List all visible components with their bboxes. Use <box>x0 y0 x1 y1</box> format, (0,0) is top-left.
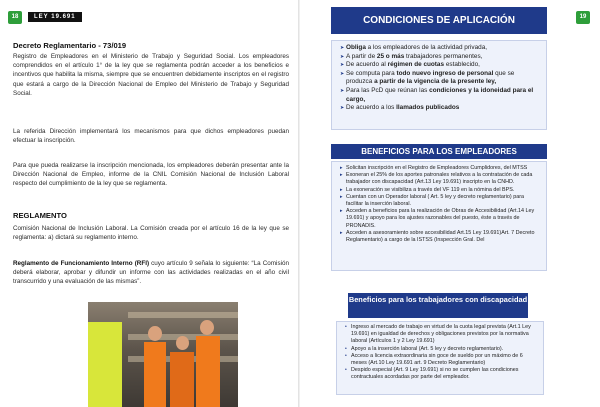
page-number-left: 18 <box>8 11 22 24</box>
beneficios-trabajadores-box <box>336 321 544 395</box>
condicion-item: ➤ A partir de 25 o más trabajadores permanentes, <box>340 53 542 62</box>
paragraph-rfi <box>13 259 289 287</box>
beneficio-trabajador-item: • Ingreso al mercado de trabajo en virtud de la cuota legal prevista (Art.1 Ley 19.691) en igualdad de derechos y obligaciones previstos por la normativa laboral (Artículos 1 y 2 Ley 19.691) <box>345 324 539 346</box>
condicion-item: ➤ De acuerdo al régimen de cuotas establecido, <box>340 61 542 70</box>
paragraph-mecanismos: La referida Dirección implementará los mecanismos para que dichos empleadores puedan efectuar la inscripción. <box>13 128 289 145</box>
beneficio-empleador-item: ▸ Solicitan inscripción en el Registro de Empleadores Cumplidores, del MTSS <box>340 165 542 172</box>
condiciones-title: CONDICIONES DE APLICACIÓN <box>331 7 547 34</box>
beneficio-empleador-item: ▸ Cuentan con un Operador laboral ( Art. 5 ley y decreto reglamentario) para facilitar la inserción laboral. <box>340 194 542 208</box>
condiciones-list <box>332 44 546 113</box>
beneficio-empleador-item: ▸ La exoneración se visibiliza a través del VF 119 en la nómina del BPS. <box>340 187 542 194</box>
condicion-item: ➤ De acuerdo a los llamados publicados <box>340 104 542 113</box>
rfi-text: cuyo artículo 9 señala lo siguiente: “La Comisión deberá elaborar, aprobar y difundir un informe con las actividades realizadas en el año civil transcurrido y una evaluación de las mismas”. <box>13 260 289 286</box>
beneficio-empleador-item: ▸ Exoneran el 25% de los aportes patronales relativos a la contratación de cada trabajador con discapacidad (Art.13 Ley 19.691) inscripto en la CNHD. <box>340 172 542 186</box>
page-number-right: 19 <box>576 11 590 24</box>
beneficio-trabajador-item: • Despido especial (Art. 9 Ley 19.691) si no se cumplen las condiciones contractuales acordadas por parte del empleador. <box>345 367 539 381</box>
beneficios-trabajadores-list <box>337 324 543 382</box>
beneficio-trabajador-item: • Acceso a licencia extraordinaria sin goce de sueldo por un máximo de 6 meses (Art.10 Ley 19.691 art. 9 Decreto Reglamentario) <box>345 353 539 367</box>
beneficios-empleadores-box <box>331 161 547 271</box>
beneficio-empleador-item: ▸ Acceden a beneficios para la realización de Obras de Accesibilidad (Art.14 Ley 19.691) y apoyo para los ajustes razonables del puesto, éste a través de PRONADIS. <box>340 208 542 230</box>
law-tag: LEY 19.691 <box>28 12 82 22</box>
beneficios-trabajadores-title: Beneficios para los trabajadores con discapacidad <box>348 293 528 318</box>
beneficios-empleadores-list <box>332 165 546 244</box>
reglamento-title: REGLAMENTO <box>13 211 67 220</box>
paragraph-inscripcion: Para que pueda realizarse la inscripción mencionada, los empleadores deberán presentar ante la Dirección Nacional de Empleo, informe de la CNIL Comisión Nacional de Inclusión Laboral respecto del cumplimiento de la ley que se reglamenta. <box>13 162 289 188</box>
decree-title: Decreto Reglamentario - 73/019 <box>13 41 127 50</box>
paragraph-comision: Comisión Nacional de Inclusión Laboral. La Comisión creada por el artículo 16 de la ley que se reglamenta: a) dictará su reglamento interno. <box>13 225 289 242</box>
condiciones-box <box>331 40 547 130</box>
condicion-item: ➤ Obliga a los empleadores de la actividad privada, <box>340 44 542 53</box>
condicion-item: ➤ Se computa para todo nuevo ingreso de personal que se produzca a partir de la vigencia de la presente ley, <box>340 70 542 87</box>
beneficios-empleadores-title: BENEFICIOS PARA LOS EMPLEADORES <box>331 144 547 159</box>
rfi-label: Reglamento de Funcionamiento Interno (RFI) <box>13 260 150 267</box>
paragraph-registro: Registro de Empleadores en el Ministerio de Trabajo y Seguridad Social. Los empleadores comprendidos en el artículo 1° de la ley que se reglamenta podrán acceder a los beneficios e incentivos que habilita la misma, siempre que se encuentren debidamente inscriptos en el registro que estará a cargo de la Dirección Nacional de Empleo del Ministerio de Trabajo y Seguridad Social. <box>13 53 289 97</box>
beneficio-empleador-item: ▸ Acceden a asesoramiento sobre accesibilidad Art.15 Ley 19.691)Art. 7 Decreto Reglamentario) a cargo de la ISTSS (Inspección Gral. Del <box>340 230 542 244</box>
workplace-photo <box>88 302 238 407</box>
beneficio-trabajador-item: • Apoyo a la inserción laboral (Art. 5 ley y decreto reglamentario). <box>345 346 539 353</box>
condicion-item: ➤ Para las PcD que reúnan las condiciones y la idoneidad para el cargo, <box>340 87 542 104</box>
